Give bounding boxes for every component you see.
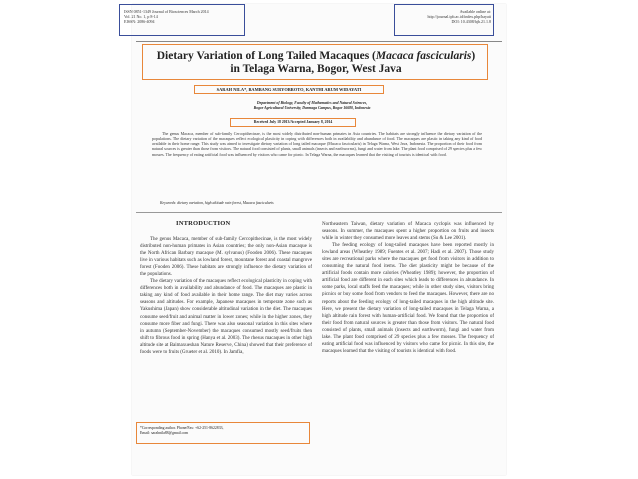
abstract: The genus Macaca, member of sub-family Cercopithecinae, is the most widely distributed non-human primates in Asia countries. The habitats are strongly influence the dietary variation of the populations. The dietary variation of the macaques reflect ecological plasticity in coping with differences both in availability and abundance of food. The macaques are plastic in taking any kind of food available in their home range. This study was aimed to investigate dietary variation of long tailed macaque (Macaca fascicularis) in Telaga Warna, West Java, Indonesia. The proportion of their food from natural sources is greater than those from visitors. The natural food consisted of plants, small animals (insects and earthworms), fungi and water from lake. The plant food comprised of 29 species plus a few mosses. The frequency of eating artificial food was influenced by visitors who came for picnic. In Telaga Warna, the macaques learned that the visiting of tourists is identical with food.	[152, 131, 482, 157]
paper-page	[124, 4, 506, 475]
journal-info-left: ISSN 0851-1349 Journal of Biosciences March 2014 Vol. 21 No. 1, p 8-14 EISSN: 2086-4094	[124, 9, 209, 25]
received-date: Received July 18 2013/Accepted January 8, 2014	[253, 120, 333, 124]
affiliation: Department of Biology, Faculty of Mathematics and Natural Sciences, Bogor Agricultural University, Darmaga Campus, Bogor 16680, Indonesia	[253, 101, 371, 110]
section-heading-introduction: INTRODUCTION	[176, 220, 231, 227]
left-column: The genus Macaca, member of sub-family Cercopithecinae, is the most widely distributed non-human primates in Asian countries; the only non-Asian macaque is the North African Barbary macaque (M. sylvanus) (Fooden 2006). These macaques live in various habitats such as lowland forest, mountane forest and coastal mangrove forest (Fooden 2006). These habitats are strongly influence the dietary variation of the populations. The dietary variation of the macaques reflect ecological plasticity in coping with differences both in availability and abundance of food. The macaques are plastic in taking any kind of food available in their home range. The diet may varies across seasons and altitudes. For example, Japanese macaques in temperate zone such as Yakushima (Japan) show considerable altitudinal variation in the diet. The macaques consume seed/fruit and animal matter in lower zones; while in the higher zones, they consume more fiber and fungi. There was also seasonal variation in this sites where in autumn (September-November) the macaques consumed mostly seed/fruits then shift to fibrous food in spring (Hanya et al. 2003). The rhesus macaques in other high altitude site at Baimaxueshan Nature Reserve, China) showed that their preference of foods were to fruits (Grueter et al. 2010). In Jamfia,	[140, 237, 312, 355]
journal-info-right: Available online at: http://journal.ipb.ac.id/index.php/hayati DOI: 10.4308/hjb.21.1.8	[427, 9, 491, 25]
authors: SARAH NILA*, BAMBANG SURYOBROTO, KANTHI ARUM WIDAYATI	[216, 86, 362, 92]
abstract-rule	[136, 212, 502, 213]
header-rule	[136, 41, 502, 42]
right-column: Northeastern Taiwan, dietary variation of Macaca cyclopis was influenced by seasons. In summer, the macaques spent a higher proportion on fruits and insects while in winter they consumed more leaves and stems (Su & Lee 2001). The feeding ecology of long-tailed macaques have been reported mostly in lowland areas (Wheatley 1989; Fuentes et al. 2007; Hadi et al. 2007). Those study sites are recreational parks where the macaques get food from visitors in addition to consuming the natural food items. The diet plasticity might be because of the artificial foods contain more calories (Wheatley 1989); however, the proportion of artificial food are different in each sites which leads to differences in abundance. In some parks, local staffs feed the macaques; while in other study sites, visitors bring picnics or buy some food from vendors to feed the macaques. However, there are no reports about the feeding ecology of long-tailed macaques in the high altitude site. Here, we present the dietary variation of long-tailed macaques in Telaga Warna, a high altitude rain forest with human-artificial food. We found that the proportion of their food from natural sources is greater than those from visitors. The natural food consisted of plants, small animals (insects and earthworm), fungi and water from lake. The plant food comprised of 29 species plus a few mosses. The frequency of eating artificial food was influenced by visitors who came for picnic. In this site, the macaques learned that the visiting of tourists is identical with food.	[322, 222, 494, 354]
paper-title: Dietary Variation of Long Tailed Macaques (Macaca fascicularis) in Telaga Warna, Bogor, West Java	[156, 50, 476, 75]
keywords: Keywords: dietary variation, high altitude rain forest, Macaca fascicularis	[160, 201, 274, 205]
corresponding-author-footnote: *Corresponding author. Phone/Fax: +62-251-8622833, Email: sarahnila88@gmail.com	[140, 426, 224, 435]
